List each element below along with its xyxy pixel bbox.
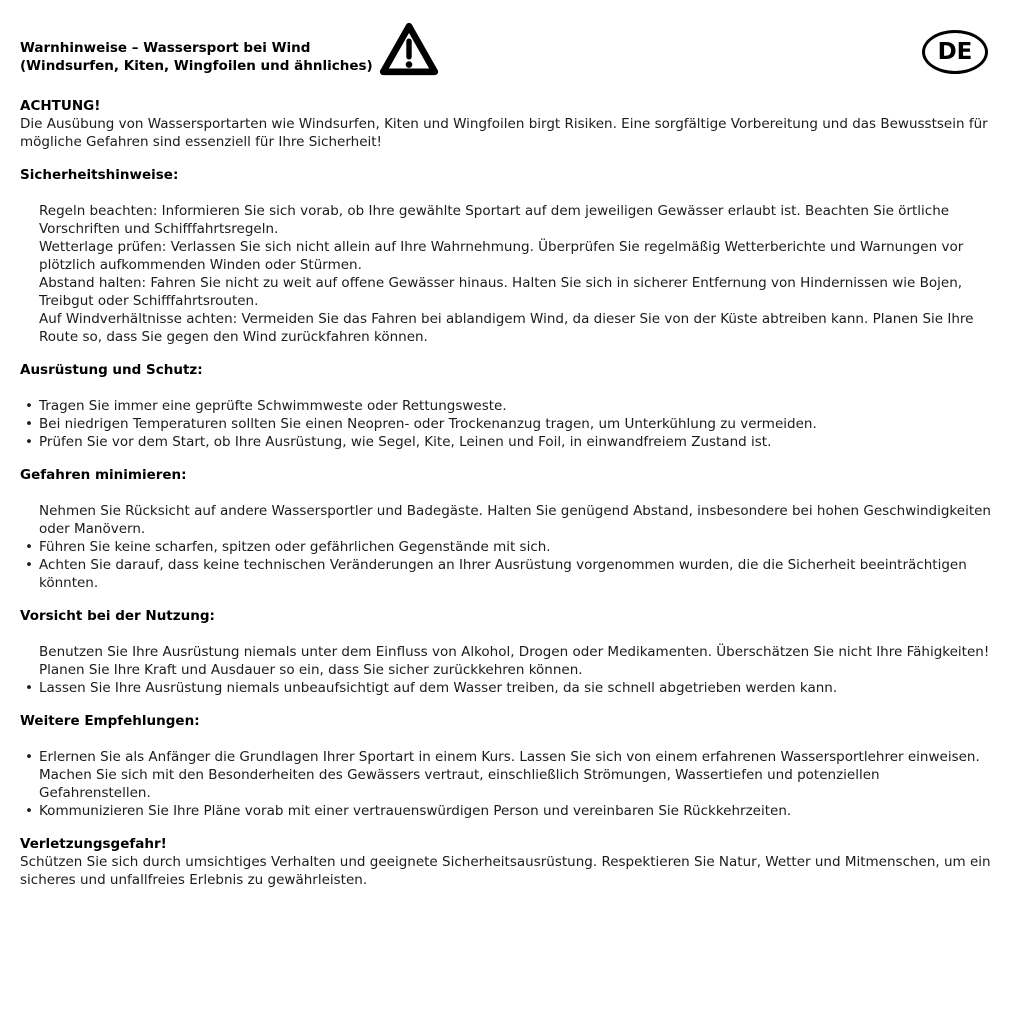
section-minimize-risks <box>20 466 994 592</box>
language-badge <box>922 30 988 74</box>
list-item: Abstand halten: Fahren Sie nicht zu weit auf offene Gewässer hinaus. Halten Sie sich in sicherer Entfernung von Hindernissen wie Bojen, Treibgut oder Schifffahrtsrouten. <box>39 275 963 309</box>
section-attention <box>20 97 994 151</box>
list-item: • Bei niedrigen Temperaturen sollten Sie einen Neopren- oder Trockenanzug tragen, um Unterkühlung zu vermeiden. <box>20 415 994 433</box>
list-item: Regeln beachten: Informieren Sie sich vorab, ob Ihre gewählte Sportart auf dem jeweiligen Gewässer erlaubt ist. Beachten Sie örtliche Vorschriften und Schifffahrtsregeln. <box>39 203 950 237</box>
document-header <box>20 18 994 78</box>
list-item: Benutzen Sie Ihre Ausrüstung niemals unter dem Einfluss von Alkohol, Drogen oder Medikamenten. Überschätzen Sie nicht Ihre Fähigkeiten! Planen Sie Ihre Kraft und Ausdauer so ein, dass Sie sicher zurückkehren können. <box>39 644 990 678</box>
section-heading: Verletzungsgefahr! <box>20 836 167 852</box>
paragraph: Die Ausübung von Wassersportarten wie Windsurfen, Kiten und Wingfoilen birgt Risiken. Eine sorgfältige Vorbereitung und das Bewusstsein für mögliche Gefahren sind essenziell für Ihre Sicherheit! <box>20 116 988 150</box>
title-line-2: (Windsurfen, Kiten, Wingfoilen und ähnliches) <box>20 58 373 74</box>
section-safety-notes <box>20 166 994 346</box>
list-item: • Führen Sie keine scharfen, spitzen oder gefährlichen Gegenstände mit sich. <box>20 538 994 556</box>
list-item: Auf Windverhältnisse achten: Vermeiden Sie das Fahren bei ablandigem Wind, da dieser Sie von der Küste abtreiben kann. Planen Sie Ihre Route so, dass Sie gegen den Wind zurückfahren können. <box>39 311 974 345</box>
section-further-recommendations <box>20 712 994 820</box>
page-title <box>20 39 373 75</box>
list-item: • Prüfen Sie vor dem Start, ob Ihre Ausrüstung, wie Segel, Kite, Leinen und Foil, in einwandfreiem Zustand ist. <box>20 433 994 451</box>
section-heading: Ausrüstung und Schutz: <box>20 362 203 378</box>
section-caution-usage <box>20 607 994 697</box>
list-item: • Tragen Sie immer eine geprüfte Schwimmweste oder Rettungsweste. <box>20 397 994 415</box>
section-heading: Weitere Empfehlungen: <box>20 713 200 729</box>
language-badge-label: DE <box>937 39 973 65</box>
list-item: Wetterlage prüfen: Verlassen Sie sich nicht allein auf Ihre Wahrnehmung. Überprüfen Sie regelmäßig Wetterberichte und Warnungen vor plötzlich aufkommenden Winden oder Stürmen. <box>39 239 964 273</box>
title-line-1: Warnhinweise – Wassersport bei Wind <box>20 40 311 56</box>
warning-triangle-icon <box>379 20 439 78</box>
list-item: • Erlernen Sie als Anfänger die Grundlagen Ihrer Sportart in einem Kurs. Lassen Sie sich von einem erfahrenen Wassersportlehrer einweisen. <box>20 748 994 766</box>
section-equipment <box>20 361 994 451</box>
list-item: Machen Sie sich mit den Besonderheiten des Gewässers vertraut, einschließlich Strömungen, Wassertiefen und potenziellen Gefahrenstellen. <box>39 767 880 801</box>
list-item: • Achten Sie darauf, dass keine technischen Veränderungen an Ihrer Ausrüstung vorgenommen wurden, die die Sicherheit beeinträchtigen könnten. <box>20 556 994 592</box>
section-heading: ACHTUNG! <box>20 98 101 114</box>
list-item: • Lassen Sie Ihre Ausrüstung niemals unbeaufsichtigt auf dem Wasser treiben, da sie schnell abgetrieben werden kann. <box>20 679 994 697</box>
section-heading: Gefahren minimieren: <box>20 467 187 483</box>
list-item: Nehmen Sie Rücksicht auf andere Wassersportler und Badegäste. Halten Sie genügend Abstand, insbesondere bei hohen Geschwindigkeiten oder Manövern. <box>39 503 991 537</box>
section-heading: Sicherheitshinweise: <box>20 167 179 183</box>
list-item: • Kommunizieren Sie Ihre Pläne vorab mit einer vertrauenswürdigen Person und vereinbaren Sie Rückkehrzeiten. <box>20 802 994 820</box>
section-injury-risk <box>20 835 994 889</box>
section-heading: Vorsicht bei der Nutzung: <box>20 608 215 624</box>
paragraph: Schützen Sie sich durch umsichtiges Verhalten und geeignete Sicherheitsausrüstung. Respektieren Sie Natur, Wetter und Mitmenschen, um ein sicheres und unfallfreies Erlebnis zu gewährleisten. <box>20 854 991 888</box>
